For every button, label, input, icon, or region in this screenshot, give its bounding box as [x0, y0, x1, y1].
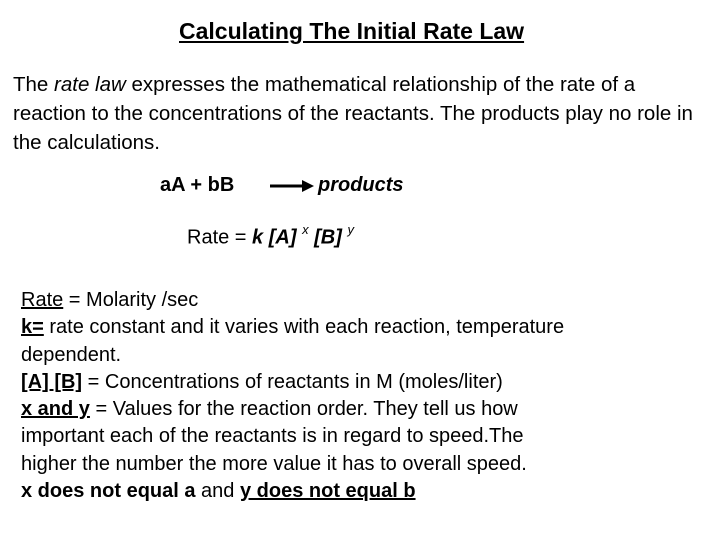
rate-constant-symbol: k — [252, 226, 264, 249]
exponent-y: y — [347, 222, 354, 237]
products-label: products — [318, 174, 404, 196]
rate-law-term: rate law — [54, 73, 126, 96]
exponent-x: x — [302, 222, 309, 237]
reactants-label: aA + bB — [160, 174, 235, 196]
note-x-not-a: x does not equal a — [21, 480, 196, 503]
definition-k — [21, 314, 711, 341]
rate-equation-prefix: Rate = — [187, 226, 253, 249]
orders-term: x and y — [21, 398, 90, 421]
concentrations-term: [A] [B] — [21, 370, 83, 393]
intro-text-start: The — [13, 73, 55, 96]
intro-text-end: expresses the mathematical relationship of the rate of a reaction to the concentrations of the reactants. The products play no role in the calculations. — [13, 73, 693, 154]
rate-definition: = Molarity /sec — [63, 289, 199, 311]
intro-paragraph — [13, 70, 713, 157]
k-term: k= — [21, 316, 44, 339]
rate-term: Rate — [21, 289, 64, 311]
note-y-not-b: y does not equal b — [239, 480, 416, 503]
definition-orders-line-3: higher the number the more value it has to overall speed. — [21, 452, 527, 475]
definition-rate — [21, 287, 711, 314]
definition-k-continued: dependent. — [21, 343, 122, 366]
definition-orders — [21, 396, 711, 423]
concentrations-definition: = Concentrations of reactants in M (moles/liter) — [82, 370, 503, 393]
definitions-list — [21, 287, 711, 505]
concentration-b: [B] — [308, 226, 342, 249]
k-definition: rate constant and it varies with each reaction, temperature — [43, 316, 565, 339]
definition-orders-line-2: important each of the reactants is in regard to speed.The — [21, 425, 524, 448]
slide-title: Calculating The Initial Rate Law — [179, 18, 525, 44]
order-note — [21, 478, 711, 505]
orders-definition: = Values for the reaction order. They tell us how — [89, 398, 518, 421]
rate-equation — [187, 224, 354, 250]
definition-concentrations — [21, 369, 711, 396]
reaction-arrow-icon — [270, 177, 314, 195]
note-and: and — [195, 480, 240, 503]
concentration-a: [A] — [263, 226, 297, 249]
